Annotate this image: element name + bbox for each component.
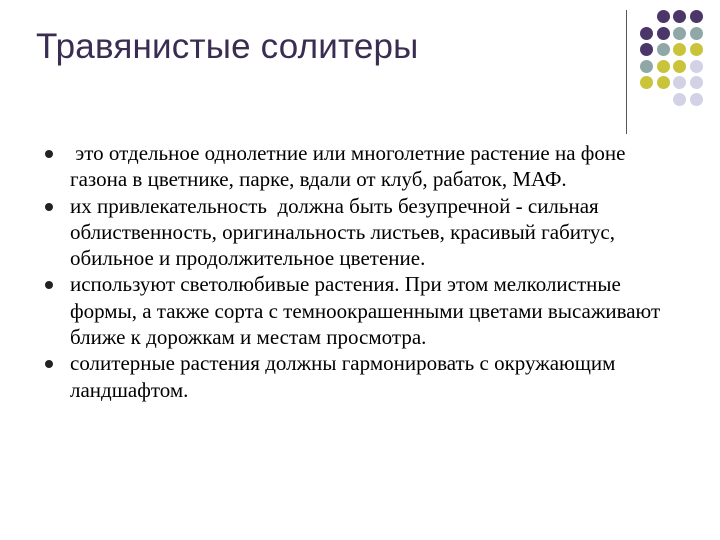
bullet-dot-icon <box>45 203 53 211</box>
decorative-dot <box>657 76 670 89</box>
decorative-dot <box>673 60 686 73</box>
decorative-dot <box>690 10 703 23</box>
bullet-text: используют светолюбивые растения. При этом мелколистные формы, а также сорта с темноокрашенными цветами высаживают ближе к дорожкам и местам просмотра. <box>70 272 661 350</box>
decorative-dot <box>640 27 653 40</box>
slide-title: Травянистые солитеры <box>36 27 419 66</box>
bullet-dot-icon <box>45 281 53 289</box>
bullet-item <box>45 140 685 193</box>
bullet-text: их привлекательность должна быть безупречной - сильная облиственность, оригинальность листьев, красивый габитус, обильное и продолжительное цветение. <box>70 193 621 271</box>
decorative-dot <box>673 10 686 23</box>
decorative-dot <box>673 43 686 56</box>
decorative-dot <box>640 60 653 73</box>
decorative-dot <box>673 27 686 40</box>
bullet-item <box>45 350 685 403</box>
decorative-dot <box>657 10 670 23</box>
decorative-dot <box>657 60 670 73</box>
decorative-dot-grid <box>640 10 720 120</box>
decorative-dot <box>673 93 686 106</box>
bullet-dot-icon <box>45 360 53 368</box>
decorative-dot <box>690 43 703 56</box>
decorative-dot <box>690 60 703 73</box>
bullet-list <box>45 140 685 403</box>
bullet-text: солитерные растения должны гармонировать с окружающим ландшафтом. <box>70 351 616 402</box>
decorative-dot <box>657 43 670 56</box>
decorative-dot <box>640 43 653 56</box>
bullet-dot-icon <box>45 150 53 158</box>
decorative-dot <box>690 93 703 106</box>
decorative-dot <box>690 76 703 89</box>
bullet-text: это отдельное однолетние или многолетние растение на фоне газона в цветнике, парке, вдали от клуб, рабаток, МАФ. <box>70 141 631 192</box>
bullet-item <box>45 271 685 350</box>
decorative-dot <box>640 76 653 89</box>
bullet-item <box>45 193 685 272</box>
decorative-dot <box>690 27 703 40</box>
decorative-dot <box>657 27 670 40</box>
decorative-dot <box>673 76 686 89</box>
vertical-divider <box>626 10 627 134</box>
